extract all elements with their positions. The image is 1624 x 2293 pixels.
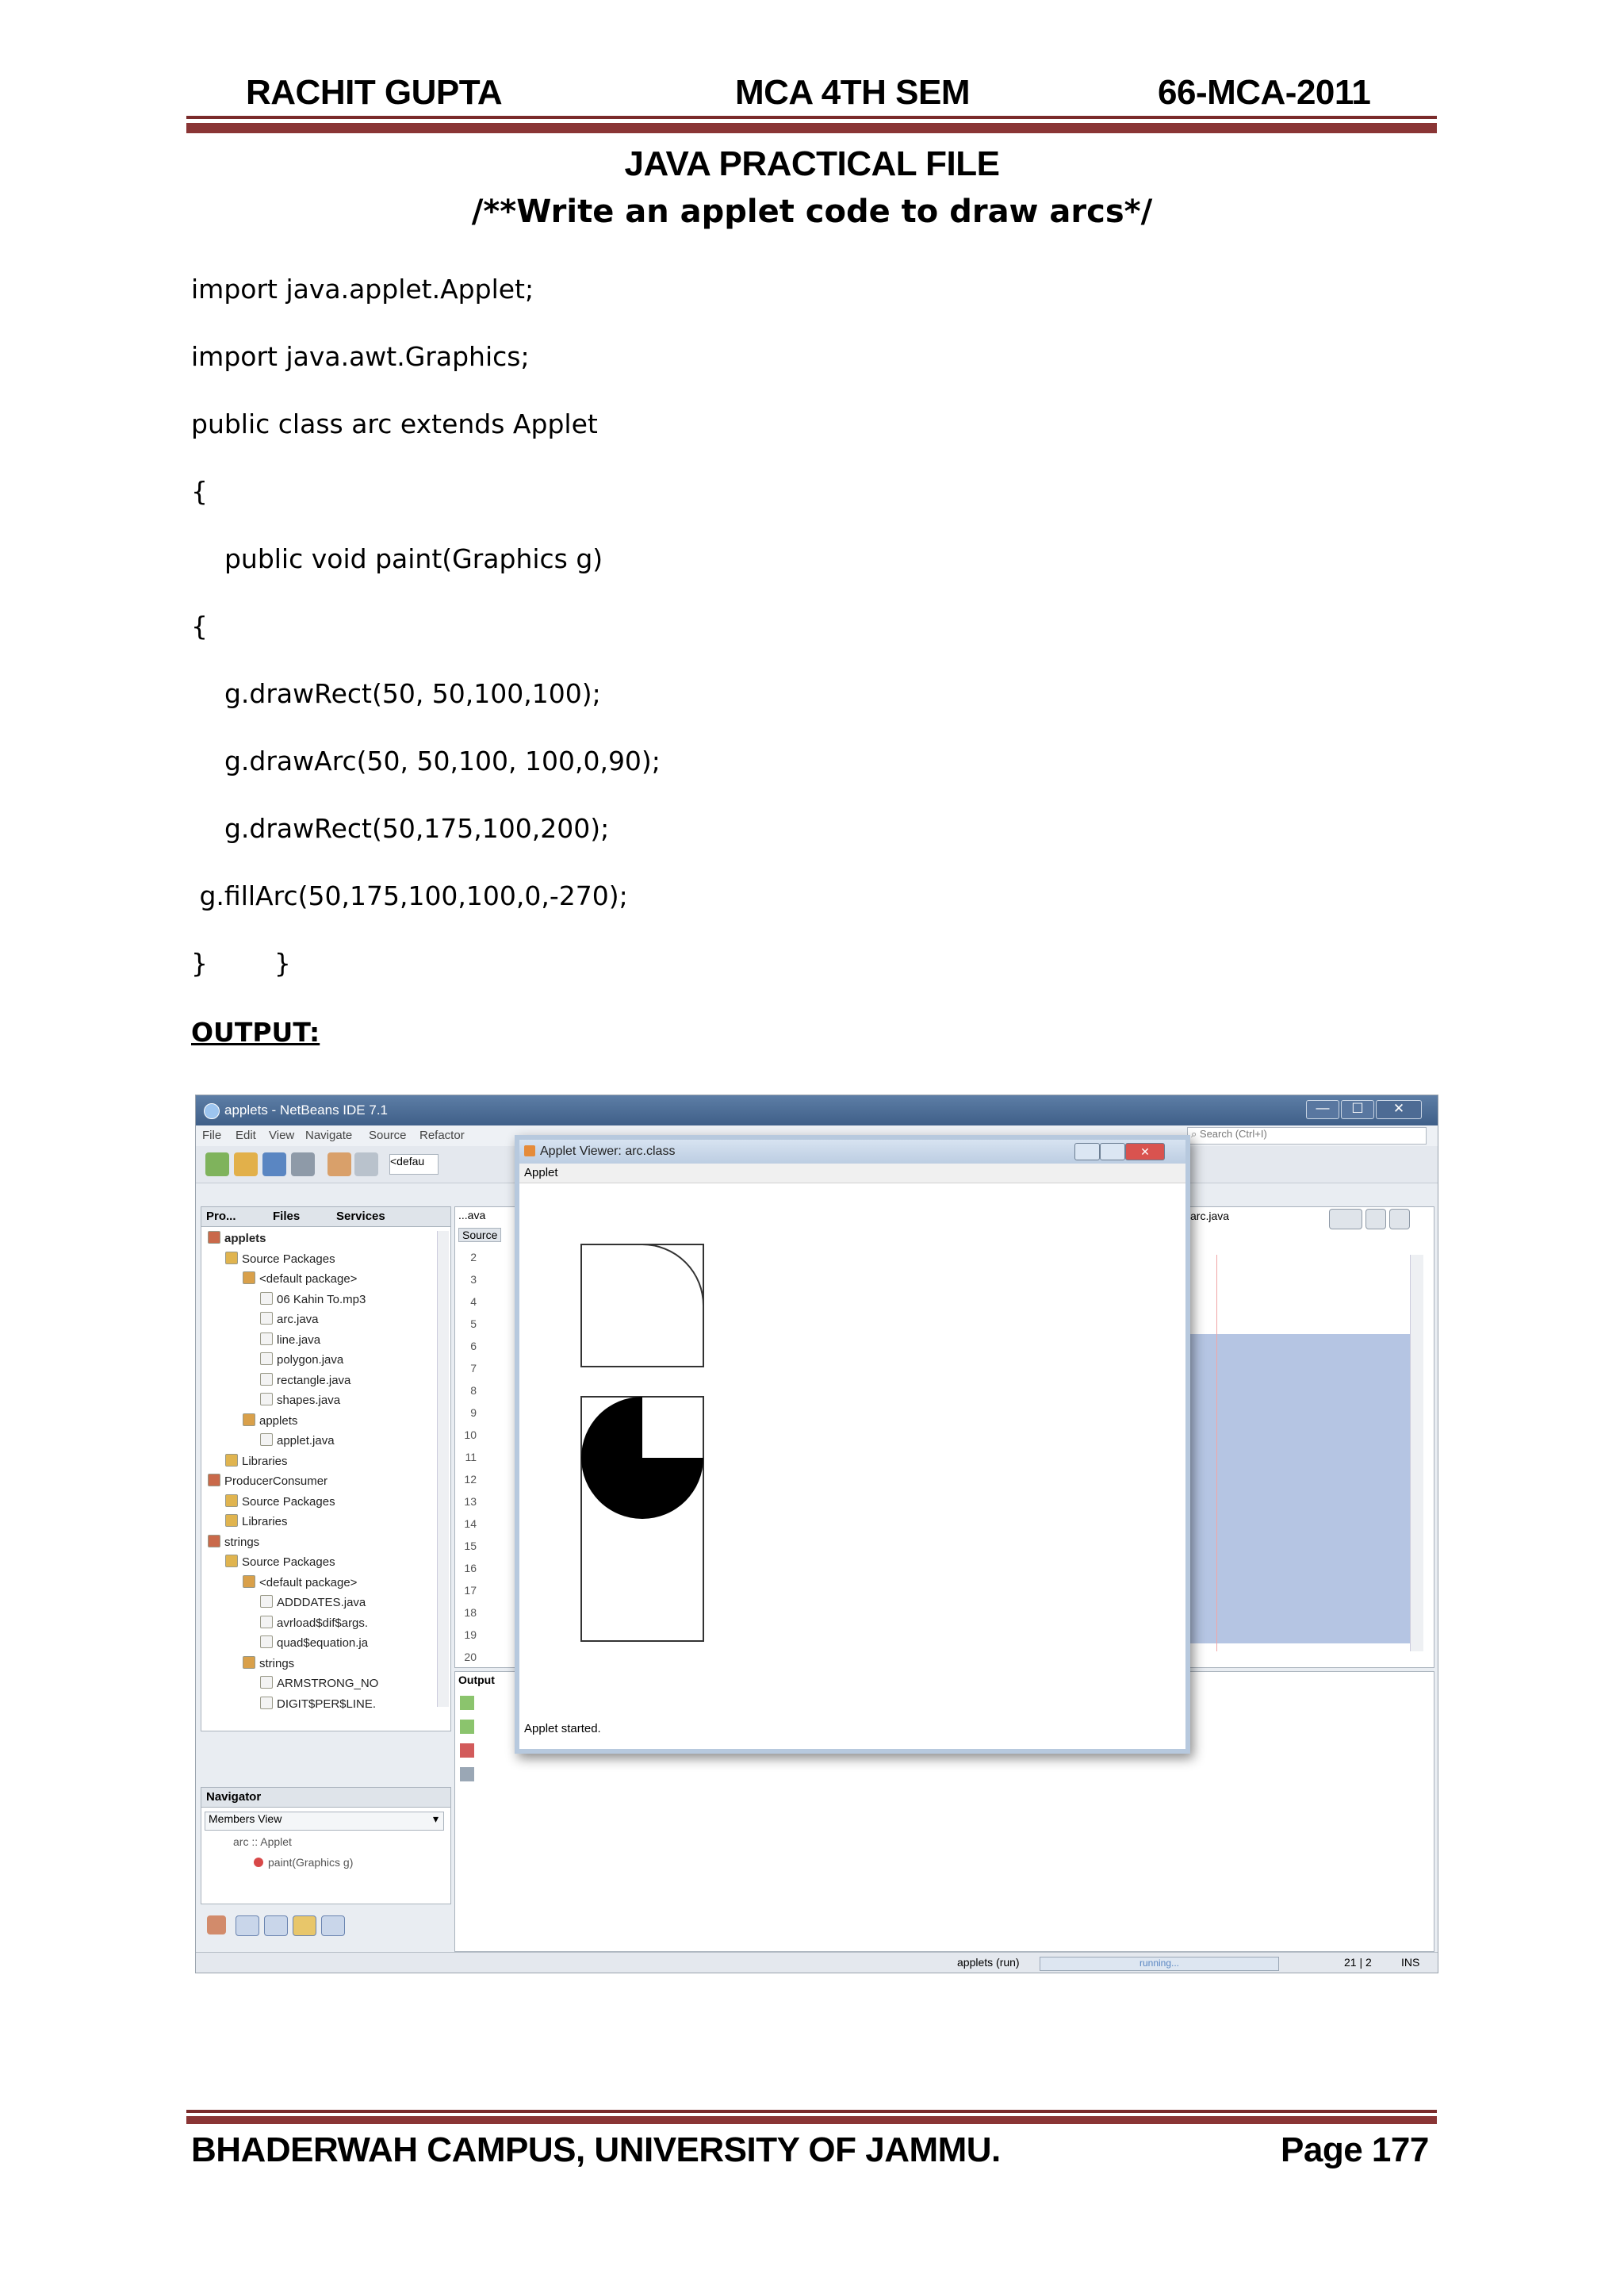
status-running: running... [1139,1957,1180,1969]
tree-item[interactable] [225,1454,288,1468]
code-line: public class arc extends Applet [191,408,598,439]
code-line: g.fillArc(50,175,100,100,0,-270); [191,880,628,911]
tree-node-icon [260,1697,273,1709]
tree-node-icon [225,1555,238,1567]
footer-page-number: Page 177 [1281,2130,1429,2169]
tree-item[interactable] [260,1332,320,1347]
search-placeholder: Search (Ctrl+I) [1199,1128,1267,1140]
applet-status: Applet started. [524,1722,601,1735]
tree-node-icon [225,1454,238,1467]
navigator-method-label: paint(Graphics g) [268,1856,354,1869]
code-line: import java.applet.Applet; [191,274,534,305]
editor-tab-label: arc.java [1190,1210,1230,1222]
tree-item-label: applet.java [277,1434,335,1448]
applet-close-button[interactable]: ✕ [1125,1143,1165,1160]
tree-node-icon [260,1312,273,1325]
page-subtitle: /**Write an applet code to draw arcs*/ [471,194,1153,230]
tree-node-icon [260,1332,273,1345]
config-dropdown[interactable]: <defau [389,1154,439,1175]
tree-node-icon [260,1393,273,1405]
tree-item-label: rectangle.java [277,1373,351,1387]
line-number: 4 [470,1295,477,1308]
tree-item[interactable] [243,1575,357,1589]
tool-icon[interactable] [264,1915,288,1936]
tree-item[interactable] [243,1413,297,1428]
new-file-icon[interactable] [205,1152,229,1176]
header-rule-thick [186,123,1437,133]
line-number: 5 [470,1317,477,1330]
tree-item-label: polygon.java [277,1353,344,1367]
tree-item-label: Source Packages [242,1252,335,1266]
header-roll: 66-MCA-2011 [1158,73,1371,112]
line-number: 7 [470,1362,477,1375]
line-number: 10 [464,1428,477,1441]
filled-arc [581,1397,703,1519]
tree-item[interactable] [225,1555,335,1569]
tree-item-label: <default package> [259,1575,358,1589]
tree-node-icon [260,1352,273,1365]
tree-item[interactable] [243,1271,357,1286]
tree-node-icon [208,1474,220,1486]
footer-campus: BHADERWAH CAMPUS, UNIVERSITY OF JAMMU. [191,2130,1001,2169]
projects-panel [201,1206,451,1731]
footer-rule-thin [186,2110,1437,2113]
code-line: public void paint(Graphics g) [191,543,603,574]
navigator-header [201,1788,450,1808]
tree-item-label: strings [224,1535,260,1549]
code-line: g.drawRect(50, 50,100,100); [191,678,601,709]
tool-icon[interactable] [321,1915,345,1936]
tool-icon[interactable] [207,1915,226,1934]
header-rule-thin [186,116,1437,119]
tree-item-label: 06 Kahin To.mp3 [277,1292,366,1306]
tree-item[interactable] [260,1635,368,1650]
editor-tab-left[interactable]: ...ava [458,1209,486,1221]
tree-item[interactable] [260,1352,343,1367]
navigator-title[interactable]: Navigator [206,1790,262,1804]
tree-item[interactable] [260,1312,319,1326]
search-icon: ⌕ [1191,1128,1197,1140]
tree-item[interactable] [208,1535,259,1549]
tree-item[interactable] [225,1252,335,1266]
menu-refactor[interactable]: Refactor [419,1129,465,1142]
menu-navigate[interactable]: Navigate [305,1129,353,1142]
footer-rule-thick [186,2116,1437,2124]
line-number: 18 [464,1606,477,1619]
code-line: g.drawRect(50,175,100,200); [191,813,610,844]
window-titlebar [196,1095,1438,1125]
tree-node-icon [260,1292,273,1305]
applet-icon [524,1145,535,1156]
tree-item-label: avrload$dif$args. [277,1616,369,1630]
tree-node-icon [260,1595,273,1608]
tree-node-icon [225,1494,238,1507]
tree-item-label: applets [259,1413,298,1428]
tree-item[interactable] [208,1231,266,1245]
netbeans-screenshot [195,1095,1438,1973]
tree-item[interactable] [260,1697,376,1711]
search-box[interactable] [1187,1127,1427,1145]
tree-item[interactable] [225,1494,335,1509]
line-number: 13 [464,1495,477,1508]
header-name: RACHIT GUPTA [246,73,503,112]
netbeans-icon [204,1103,220,1119]
projects-panel-tabs [201,1207,450,1227]
settings-icon[interactable] [460,1767,474,1781]
tree-item-label: shapes.java [277,1394,341,1407]
applet-menu-bar [519,1164,1185,1183]
menu-view[interactable]: View [269,1129,295,1142]
rerun-with-params-icon[interactable] [460,1720,474,1734]
header-semester: MCA 4TH SEM [735,73,970,112]
tool-icon[interactable] [236,1915,259,1936]
tree-item-label: strings [259,1656,295,1670]
menu-file[interactable]: File [202,1129,222,1142]
line-number: 12 [464,1473,477,1486]
dropdown-icon[interactable] [1365,1209,1386,1229]
applet-viewer-window [515,1135,1190,1754]
tree-node-icon [260,1635,273,1648]
tree-item[interactable] [225,1514,288,1528]
tree-node-icon [243,1575,255,1588]
tree-node-icon [243,1271,255,1284]
tree-item-label: ProducerConsumer [224,1474,328,1488]
tree-item-label: DIGIT$PER$LINE. [277,1697,377,1711]
output-toolbar [458,1696,476,1839]
tree-item[interactable] [260,1373,350,1387]
line-number: 6 [470,1340,477,1352]
code-line: { [191,611,208,642]
line-number: 19 [464,1628,477,1641]
scroll-left-icon[interactable] [1329,1209,1362,1229]
tree-item[interactable] [260,1393,340,1407]
minimize-button[interactable]: — [1306,1100,1339,1119]
applet-menu[interactable]: Applet [524,1166,558,1179]
chevron-down-icon: ▾ [432,1812,439,1825]
tree-item[interactable] [260,1676,378,1690]
code-line: } } [191,948,291,979]
applet-canvas [519,1183,1176,1690]
tree-item[interactable] [260,1616,368,1630]
tree-node-icon [225,1252,238,1264]
line-number: 16 [464,1562,477,1574]
tree-node-icon [243,1656,255,1669]
maximize-button[interactable]: ☐ [1341,1100,1374,1119]
editor-margin-line [1216,1255,1217,1651]
editor-source-tab[interactable]: Source [458,1228,501,1242]
applet-minimize-button[interactable] [1074,1143,1100,1160]
redo-icon[interactable] [354,1152,378,1176]
tree-item-label: Source Packages [242,1555,335,1569]
code-line: import java.awt.Graphics; [191,341,530,372]
line-number: 11 [465,1451,477,1463]
tree-node-icon [260,1373,273,1386]
line-number: 15 [464,1540,477,1552]
tab-services[interactable]: Services [336,1210,385,1223]
code-line: { [191,476,208,507]
status-position: 21 | 2 [1344,1956,1372,1969]
tree-item-label: <default package> [259,1272,358,1286]
tree-node-icon [243,1413,255,1426]
tab-projects[interactable]: Pro... [206,1210,236,1223]
save-all-icon[interactable] [291,1152,315,1176]
tree-item[interactable] [243,1656,294,1670]
tree-item-label: ADDDATES.java [277,1596,366,1609]
tree-node-icon [225,1514,238,1527]
line-number: 9 [470,1406,477,1419]
navigator-view-label: Members View [209,1812,282,1825]
close-button[interactable]: ✕ [1376,1100,1422,1119]
tree-item-label: applets [224,1232,266,1245]
line-number: 20 [464,1651,477,1663]
window-title: applets - NetBeans IDE 7.1 [224,1102,389,1118]
open-project-icon[interactable] [262,1152,286,1176]
tab-files[interactable]: Files [273,1210,301,1223]
line-number: 3 [470,1273,477,1286]
output-tab[interactable]: Output [458,1674,495,1686]
code-line: g.drawArc(50, 50,100, 100,0,90); [191,746,661,776]
editor-scrollbar[interactable] [1410,1255,1423,1651]
editor-nav-buttons[interactable] [1329,1209,1424,1226]
menu-edit[interactable]: Edit [236,1129,256,1142]
tree-node-icon [208,1231,220,1244]
tree-item-label: line.java [277,1332,321,1347]
line-number: 14 [464,1517,477,1530]
applet-titlebar [519,1140,1185,1164]
tree-item[interactable] [260,1292,366,1306]
tree-node-icon [260,1433,273,1446]
navigator-item[interactable]: arc :: Applet [233,1835,292,1848]
status-mode: INS [1401,1956,1420,1969]
line-number: 8 [470,1384,477,1397]
navigator-item[interactable] [254,1856,353,1869]
line-number: 17 [464,1584,477,1597]
rerun-icon[interactable] [460,1696,474,1710]
tree-item[interactable] [260,1433,335,1448]
menu-source[interactable]: Source [369,1129,407,1142]
page-title: JAVA PRACTICAL FILE [624,144,1000,183]
tree-item[interactable] [208,1474,327,1488]
tree-item-label: Source Packages [242,1494,335,1509]
navigator-panel [201,1787,451,1904]
applet-maximize-button[interactable] [1100,1143,1125,1160]
tree-node-icon [260,1616,273,1628]
new-project-icon[interactable] [234,1152,258,1176]
status-project: applets (run) [957,1956,1020,1969]
tree-node-icon [260,1676,273,1689]
tree-item-label: ARMSTRONG_NO [277,1677,379,1690]
tree-item-label: quad$equation.ja [277,1636,369,1650]
tree-scrollbar[interactable] [437,1231,449,1707]
tree-item[interactable] [260,1595,366,1609]
tree-item-label: Libraries [242,1515,288,1528]
stop-icon[interactable] [460,1743,474,1758]
drawn-arc [642,1244,703,1306]
line-number: 2 [470,1251,477,1263]
method-icon [254,1858,263,1867]
tool-icon[interactable] [293,1915,316,1936]
undo-icon[interactable] [327,1152,351,1176]
status-progress [1040,1957,1279,1971]
bottom-left-toolbar [204,1911,442,1939]
status-bar [196,1952,1438,1973]
navigator-view-select[interactable] [205,1812,444,1831]
applet-title: Applet Viewer: arc.class [540,1145,676,1158]
tree-item-label: arc.java [277,1313,319,1326]
output-label: OUTPUT: [191,1017,320,1048]
tree-node-icon [208,1535,220,1547]
restore-icon[interactable] [1389,1209,1410,1229]
tree-item-label: Libraries [242,1454,288,1468]
